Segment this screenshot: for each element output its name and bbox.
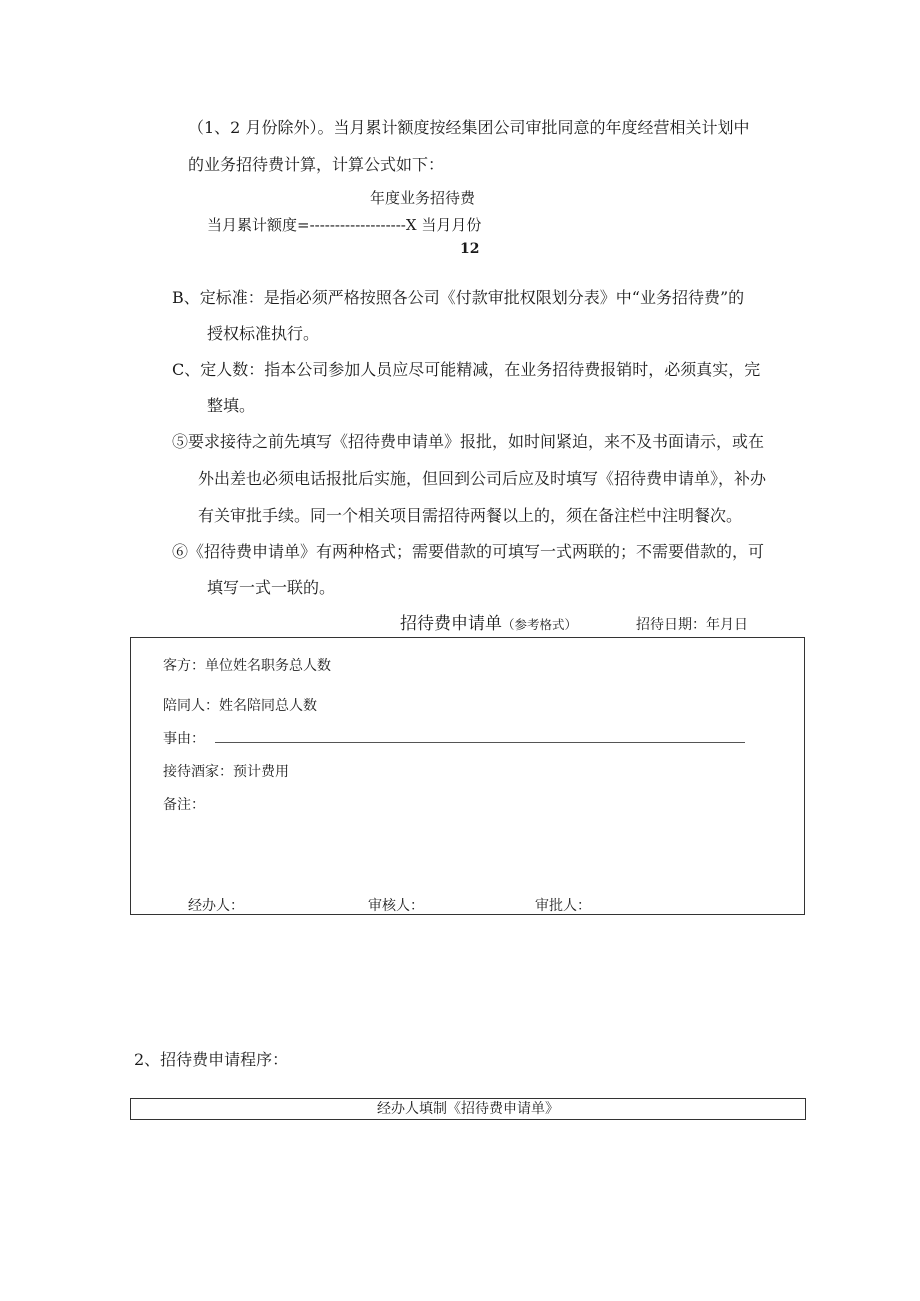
intro-line-2: 的业务招待费计算，计算公式如下： — [188, 155, 445, 174]
form-reason-line — [215, 742, 745, 743]
form-handler-label: 经办人： — [188, 898, 244, 914]
formula-expression — [207, 216, 481, 234]
item-5-line-2: 外出差也必须电话报批后实施，但回到公司后应及时填写《招待费申请单》，补办 — [198, 469, 767, 488]
item-b-line-1: B、定标准：是指必须严格按照各公司《付款审批权限划分表》中“业务招待费”的 — [172, 288, 745, 307]
form-guest-field: 客方：单位姓名职务总人数 — [163, 658, 331, 674]
form-date-label: 招待日期：年月日 — [636, 617, 748, 633]
item-5-line-3: 有关审批手续。同一个相关项目需招待两餐以上的，须在备注栏中注明餐次。 — [198, 506, 743, 525]
intro-line-1: （1、2 月份除外）。当月累计额度按经集团公司审批同意的年度经营相关计划中 — [188, 118, 750, 137]
form-title — [400, 613, 577, 636]
flow-step-1: 经办人填制《招待费申请单》 — [130, 1098, 806, 1120]
item-c-line-1: C、定人数：指本公司参加人员应尽可能精减，在业务招待费报销时，必须真实，完 — [172, 360, 761, 379]
formula-lhs: 当月累计额度= — [207, 216, 310, 234]
item-b-line-2: 授权标准执行。 — [207, 324, 320, 343]
form-remarks-label: 备注： — [163, 797, 205, 813]
item-6-line-1: ⑥《招待费申请单》有两种格式；需要借款的可填写一式两联的；不需要借款的，可 — [172, 542, 765, 561]
form-reason-label: 事由： — [163, 731, 205, 747]
section-2-heading: 2、招待费申请程序： — [134, 1050, 289, 1069]
form-title-note: （参考格式） — [502, 617, 578, 632]
item-c-line-2: 整填。 — [207, 396, 256, 415]
form-title-text: 招待费申请单 — [400, 614, 502, 634]
form-reviewer-label: 审核人： — [368, 898, 424, 914]
form-hotel-field: 接待酒家：预计费用 — [163, 764, 289, 780]
formula-dashes: ------------------- — [309, 216, 406, 234]
item-5-line-1: ⑤要求接待之前先填写《招待费申请单》报批，如时间紧迫，来不及书面请示，或在 — [172, 432, 765, 451]
form-companion-field: 陪同人：姓名陪同总人数 — [163, 698, 317, 714]
formula-rhs: X 当月月份 — [405, 216, 482, 234]
formula-numerator: 年度业务招待费 — [370, 189, 476, 207]
formula-denominator: 12 — [460, 241, 480, 257]
item-6-line-2: 填写一式一联的。 — [207, 578, 336, 597]
form-approver-label: 审批人： — [535, 898, 591, 914]
